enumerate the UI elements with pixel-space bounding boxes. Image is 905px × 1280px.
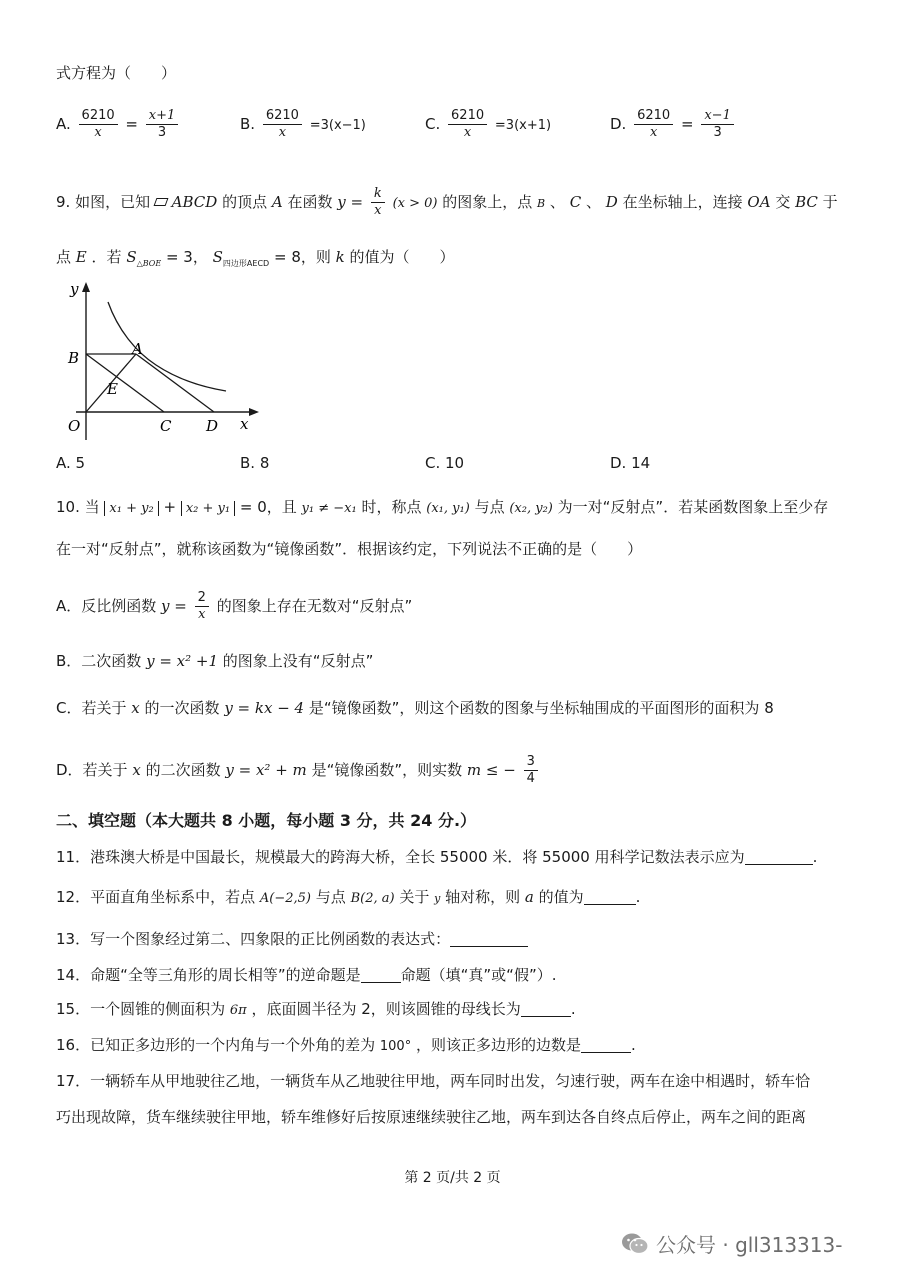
q10-line-1: 10. 当 x₁ + y₂ + x₂ + y₁ = 0，且 y₁ ≠ −x₁ 时，称点 (x₁, y₁) 与点 (x₂, y₂) 为一对“反射点”．若某函数图象上至少存 (56, 498, 829, 516)
label-y: y (70, 280, 79, 298)
watermark (620, 1229, 842, 1258)
label-o: O (68, 417, 81, 435)
q10-option-b: B．二次函数 y = x² +1 的图象上没有“反射点” (56, 652, 374, 670)
q17-line-2: 巧出现故障，货车继续驶往甲地，轿车维修好后按原速继续驶往乙地，两车到达各自终点后停止，两车之间的距离 (56, 1108, 807, 1126)
q15: 15．一个圆锥的侧面积为 6π ，底面圆半径为 2，则该圆锥的母线长为 . (56, 1000, 576, 1018)
label-x: x (240, 415, 249, 433)
page-footer: 第 2 页/共 2 页 (404, 1170, 501, 1186)
label-a: A (132, 340, 143, 358)
q10-line-2: 在一对“反射点”，就称该函数为“镜像函数”．根据该约定，下列说法不正确的是（ ） (56, 540, 643, 558)
q9-option-c: C. 10 (425, 454, 465, 472)
q8-option-c: C. $\frac{6210}{x}$ =3(x+1) (425, 108, 552, 140)
answer-blank[interactable] (745, 851, 813, 865)
q9-figure (56, 280, 266, 440)
parallelogram-icon (153, 198, 168, 206)
answer-blank[interactable] (521, 1003, 571, 1017)
q9-line-1: 9. 如图，已知 ABCD 的顶点 A 在函数 y = $\frac{k}{x}$ (x > 0) 的图象上，点 B 、 C 、 D 在坐标轴上，连接 OA 交 BC 于 (56, 186, 838, 218)
y-axis-arrow (82, 282, 90, 292)
q8-intro: 式方程为（ ） (56, 64, 177, 82)
q9-option-a: A. 5 (56, 454, 86, 472)
q9-line-2: 点 E ．若 $S_{\triangle BOE} = 3$， $S_{四边形AECD} = 8$，则 k 的值为（ ） (56, 248, 455, 268)
answer-blank[interactable] (361, 969, 401, 983)
x-axis-arrow (249, 408, 259, 416)
q12: 12．平面直角坐标系中，若点 A(−2,5) 与点 B(2, a) 关于 y 轴对称，则 a 的值为 . (56, 888, 641, 906)
q8-option-b: B. $\frac{6210}{x}$ =3(x−1) (240, 108, 366, 140)
section-title: 二、填空题（本大题共 8 小题，每小题 3 分，共 24 分.） (56, 811, 477, 830)
label-d: D (206, 417, 219, 435)
q10-option-a: A．反比例函数 y = $\frac{2}{x}$ 的图象上存在无数对“反射点” (56, 590, 413, 622)
q10-option-c: C．若关于 x 的一次函数 y = kx − 4 是“镜像函数”，则这个函数的图象与坐标轴围成的平面图形的面积为 8 (56, 699, 774, 717)
label-b: B (68, 349, 80, 367)
q8-option-a: A. $\frac{6210}{x}$ = $\frac{x+1}{3}$ (56, 108, 181, 141)
q9-option-d: D. 14 (610, 454, 651, 472)
watermark-text: 公众号 · gll313313- (656, 1233, 843, 1257)
answer-blank[interactable] (450, 933, 528, 947)
q8-option-d: D. $\frac{6210}{x}$ = $\frac{x-1}{3}$ (610, 108, 737, 141)
q13: 13．写一个图象经过第二、四象限的正比例函数的表达式： (56, 928, 528, 950)
q17-line-1: 17．一辆轿车从甲地驶往乙地，一辆货车从乙地驶往甲地，两车同时出发，匀速行驶，两车在途中相遇时，轿车恰 (56, 1072, 811, 1090)
answer-blank[interactable] (581, 1039, 631, 1053)
q14: 14．命题“全等三角形的周长相等”的逆命题是 命题（填“真”或“假”）. (56, 966, 557, 984)
q10-option-d: D．若关于 x 的二次函数 y = x² + m 是“镜像函数”，则实数 m ≤ − $\frac{3}{4}$ (56, 754, 541, 787)
q16: 16．已知正多边形的一个内角与一个外角的差为 100° ，则该正多边形的边数是 . (56, 1036, 636, 1054)
segment-ad (136, 354, 214, 412)
q11: 11．港珠澳大桥是中国最长，规模最大的跨海大桥，全长 55000 米．将 55000 用科学记数法表示应为 . (56, 848, 818, 866)
wechat-icon (620, 1231, 650, 1257)
q9-option-b: B. 8 (240, 454, 270, 472)
answer-blank[interactable] (584, 891, 636, 905)
label-e: E (107, 380, 118, 398)
label-c: C (160, 417, 172, 435)
